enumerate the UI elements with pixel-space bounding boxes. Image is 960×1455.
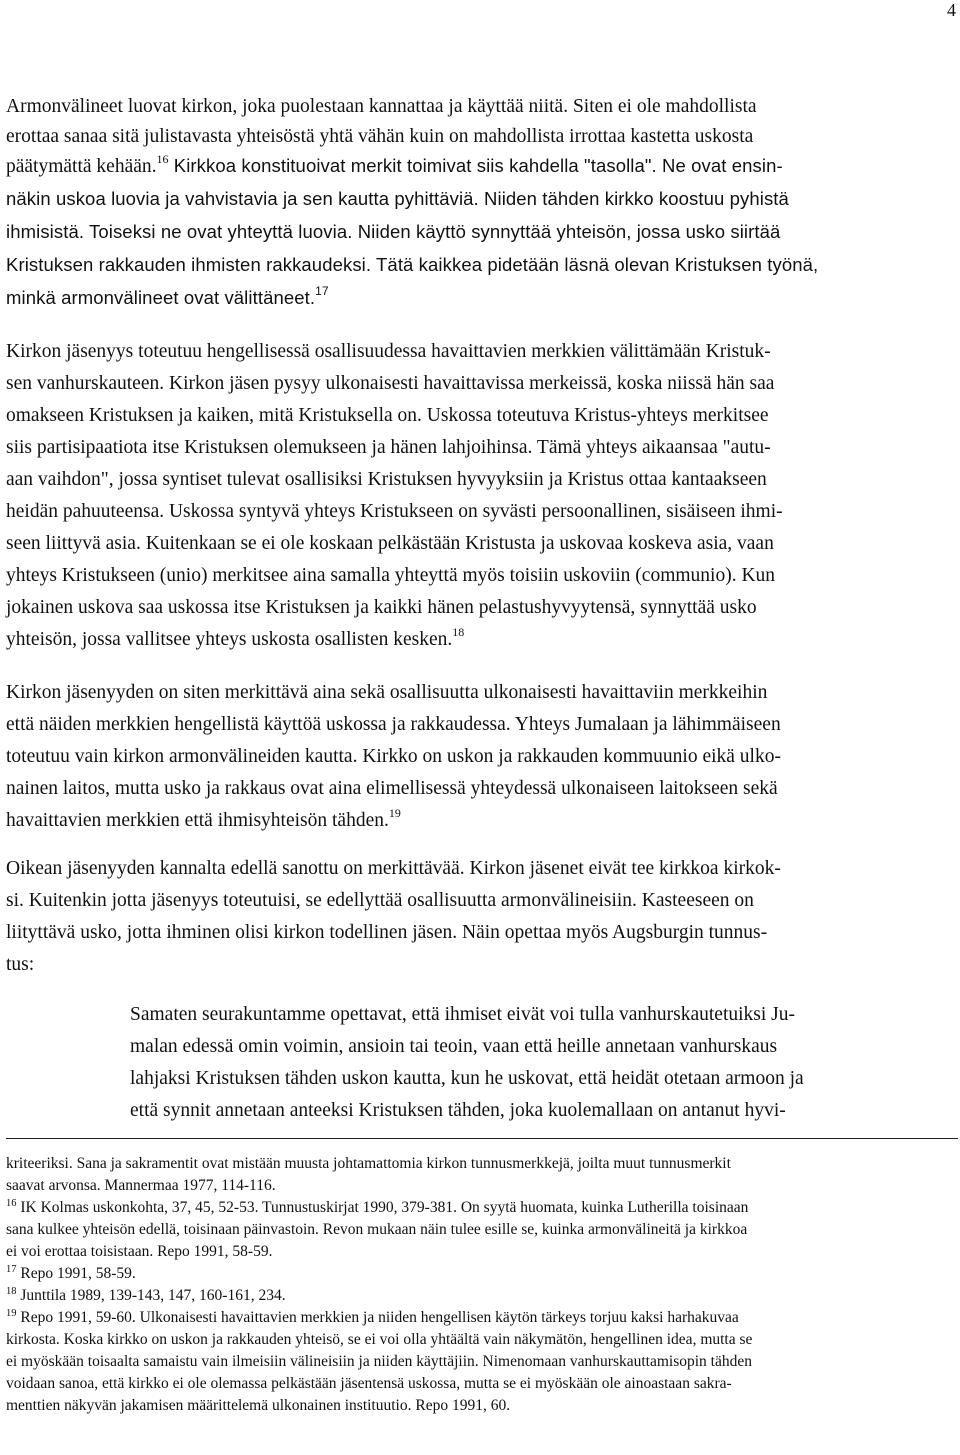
body-line: näkin uskoa luovia ja vahvistavia ja sen kautta pyhittäviä. Niiden tähden kirkko koostuu pyhistä — [6, 188, 789, 209]
footnote-line: kirkosta. Koska kirkko on uskon ja rakkauden yhteisö, se ei voi olla yhtäältä vain näkymätön, hengellinen idea, mutta se — [6, 1331, 753, 1348]
body-line: erottaa sanaa sitä julistavasta yhteisöstä yhtä vähän kuin on mahdollista irrottaa kastetta uskosta — [6, 126, 754, 147]
body-line: seen liittyvä asia. Kuitenkaan se ei ole koskaan pelkästään Kristusta ja uskovaa koskeva asia, vaan — [6, 533, 774, 554]
footnote-line: $^{19}$ Repo 1991, 59-60. Ulkonaisesti havaittavien merkkien ja niiden hengellisen käytön tärkeys torjuu kaksi harhakuvaa — [6, 1308, 739, 1326]
body-line: Kirkon jäsenyyden on siten merkittävä aina sekä osallisuutta ulkonaisesti havaittaviin merkkeihin — [6, 682, 768, 703]
body-line: havaittavien merkkien että ihmisyhteisön tähden.$^{19}$ — [6, 806, 401, 831]
body-line: päätymättä kehään.$^{16}$ Kirkkoa konstituoivat merkit toimivat siis kahdella "tasolla". Ne ovat ensin- — [6, 152, 783, 177]
body-line: siis partisipaatiota itse Kristuksen olemukseen ja hänen lahjoihinsa. Tämä yhteys aikaansaa "autu- — [6, 437, 771, 458]
footnote-ref: 17 — [315, 284, 329, 298]
footnote-ref: 16 — [156, 152, 169, 166]
body-line: sen vanhurskauteen. Kirkon jäsen pysyy ulkonaisesti havaittavissa merkeissä, koska niissä hän saa — [6, 373, 775, 394]
body-line: omakseen Kristuksen ja kaiken, mitä Kristuksella on. Uskossa toteutuva Kristus-yhteys merkitsee — [6, 405, 769, 426]
quote-line: malan edessä omin voimin, ansioin tai teoin, vaan että heille annetaan vanhurskaus — [130, 1036, 778, 1057]
body-line: Kristuksen rakkauden ihmisten rakkaudeksi. Tätä kaikkea pidetään läsnä olevan Kristuksen työnä, — [6, 254, 819, 275]
body-line: liityttävä usko, jotta ihminen olisi kirkon todellinen jäsen. Näin opettaa myös Augsburgin tunnus- — [6, 922, 768, 943]
footnote-line: sana kulkee yhteisön edellä, toisinaan päinvastoin. Revon mukaan näin tulee esille se, kuinka armonvälineitä ja kirkkoa — [6, 1221, 748, 1238]
body-line: toteutuu vain kirkon armonvälineiden kautta. Kirkko on uskon ja rakkauden kommuunio eikä ulko- — [6, 746, 781, 767]
quote-line: lahjaksi Kristuksen tähden uskon kautta, kun he uskovat, että heidät otetaan armoon ja — [130, 1068, 804, 1089]
body-line: Kirkon jäsenyys toteutuu hengellisessä osallisuudessa havaittavien merkkien välittämään Kristuk- — [6, 341, 771, 362]
footnote-ref: 18 — [452, 625, 465, 639]
body-line: että näiden merkkien hengellistä käyttöä uskossa ja rakkaudessa. Yhteys Jumalaan ja lähimmäiseen — [6, 714, 781, 735]
footnote-line: ei voi erottaa toisistaan. Repo 1991, 58-59. — [6, 1243, 273, 1260]
quote-line: että synnit annetaan anteeksi Kristuksen tähden, joka kuolemallaan on antanut hyvi- — [130, 1100, 786, 1121]
footnote-ref: 19 — [388, 806, 401, 820]
quote-line: Samaten seurakuntamme opettavat, että ihmiset eivät voi tulla vanhurskautetuiksi Ju- — [130, 1004, 795, 1025]
body-line: heidän pahuuteensa. Uskossa syntyvä yhteys Kristukseen on syvästi persoonallinen, sisäiseen ihmi- — [6, 501, 783, 522]
body-line: yhteisön, jossa vallitsee yhteys uskosta osallisten kesken.$^{18}$ — [6, 625, 465, 650]
footnote-divider — [6, 1138, 958, 1139]
body-line: aan vaihdon", jossa syntiset tulevat osallisiksi Kristuksen hyvyyksiin ja Kristus ottaa kantaakseen — [6, 469, 767, 490]
footnote-line: $^{16}$ IK Kolmas uskonkohta, 37, 45, 52-53. Tunnustuskirjat 1990, 379-381. On syytä huomata, kuinka Lutherilla toisinaan — [6, 1198, 749, 1216]
footnote-line: kriteeriksi. Sana ja sakramentit ovat mistään muusta johtamattomia kirkon tunnusmerkkejä, joilta muut tunnusmerkit — [6, 1155, 731, 1172]
body-line: jokainen uskova saa uskossa itse Kristuksen ja kaikki hänen pelastushyvyytensä, synnyttää usko — [6, 597, 757, 618]
body-line: ihmisistä. Toiseksi ne ovat yhteyttä luovia. Niiden käyttö synnyttää yhteisön, jossa usko siirtää — [6, 221, 781, 242]
footnote-line: ei myöskään toisaalta samaistu vain ilmeisiin välineisiin ja niiden käyttäjiin. Nimenomaan vanhurskauttamisopin tähden — [6, 1353, 752, 1370]
footnote-line: voidaan sanoa, että kirkko ei ole olemassa pelkästään jäsentensä uskossa, mutta se ei myöskään ole ainoastaan sakra- — [6, 1375, 732, 1392]
body-line: nainen laitos, mutta usko ja rakkaus ovat aina elimellisessä yhteydessä ulkonaiseen laitokseen sekä — [6, 778, 778, 799]
body-line: tus: — [6, 954, 35, 975]
body-line: Armonvälineet luovat kirkon, joka puolestaan kannattaa ja käyttää niitä. Siten ei ole mahdollista — [6, 96, 757, 117]
body-line: si. Kuitenkin jotta jäsenyys toteutuisi, se edellyttää osallisuutta armonvälineisiin. Kasteeseen on — [6, 890, 754, 911]
page-number: 4 — [947, 0, 956, 20]
body-line: Oikean jäsenyyden kannalta edellä sanottu on merkittävää. Kirkon jäsenet eivät tee kirkkoa kirkok- — [6, 858, 781, 879]
body-line: minkä armonvälineet ovat välittäneet.$^{17}$ — [6, 284, 329, 308]
footnote-line: menttien näkyvän jakamisen määrittelemä ulkonainen instituutio. Repo 1991, 60. — [6, 1397, 511, 1414]
footnote-line: $^{18}$ Junttila 1989, 139-143, 147, 160-161, 234. — [6, 1286, 286, 1304]
footnote-line: $^{17}$ Repo 1991, 58-59. — [6, 1264, 136, 1282]
body-line: yhteys Kristukseen (unio) merkitsee aina samalla yhteyttä myös toisiin uskoviin (communio). Kun — [6, 565, 776, 586]
footnote-line: saavat arvonsa. Mannermaa 1977, 114-116. — [6, 1177, 276, 1194]
